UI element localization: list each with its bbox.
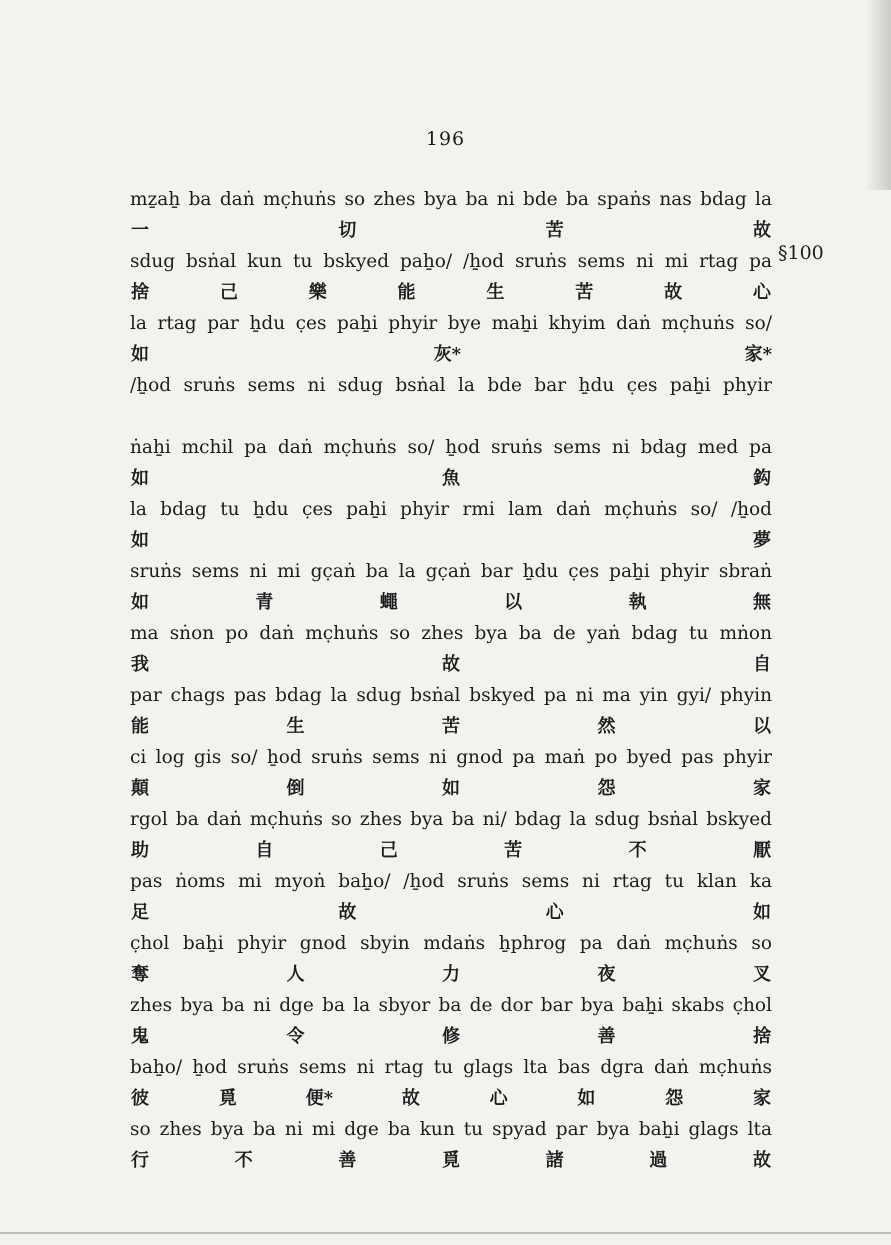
tibetan-line: zhes bya ba ni dge ba la sbyor ba de dor bar bya baẖi skabs c̣hol: [130, 995, 772, 1016]
chinese-gloss-char: 厭: [752, 840, 771, 861]
interlinear-text-body: [130, 184, 772, 1176]
line-pair: [130, 742, 772, 804]
chinese-gloss-line: [130, 1146, 772, 1176]
chinese-gloss-char: 倒: [286, 778, 305, 799]
chinese-gloss-char: 覓: [441, 1150, 460, 1171]
line-pair: [130, 866, 772, 928]
chinese-gloss-char: 人: [286, 964, 305, 985]
chinese-gloss-char: 不: [628, 840, 647, 861]
chinese-gloss-line: [130, 1084, 772, 1114]
chinese-gloss-char: 無: [752, 592, 771, 613]
chinese-gloss-char: 修: [442, 1026, 460, 1047]
chinese-gloss-char: 己: [379, 840, 398, 861]
chinese-gloss-char: 家*: [744, 344, 772, 365]
line-pair: [130, 618, 772, 680]
chinese-gloss-line: [130, 216, 772, 246]
bottom-rule: [0, 1232, 891, 1234]
line-pair: [130, 308, 772, 370]
line-pair: [130, 556, 772, 618]
tibetan-line: ma sṅon po daṅ mc̣huṅs so zhes bya ba de yaṅ bdag tu mṅon: [130, 623, 772, 644]
line-pair: [130, 184, 772, 246]
chinese-gloss-char: 故: [752, 1150, 771, 1171]
scan-edge-shadow: [865, 0, 891, 190]
chinese-gloss-char: 苦: [442, 716, 460, 737]
chinese-gloss-char: 心: [489, 1088, 508, 1109]
chinese-gloss-char: 心: [545, 902, 564, 923]
chinese-gloss-char: 執: [628, 592, 647, 613]
chinese-gloss-char: 我: [131, 654, 149, 675]
section-marker: §100: [778, 242, 824, 264]
line-pair: [130, 494, 772, 556]
tibetan-line: /ẖod sruṅs sems ni sdug bsṅal la bde bar ẖdu c̣es paẖi phyir: [130, 375, 772, 396]
chinese-gloss-char: 便*: [305, 1088, 334, 1109]
tibetan-line: pas ṅoms mi myoṅ baẖo/ /ẖod sruṅs sems ni rtag tu klan ka: [130, 871, 772, 892]
tibetan-line: rgol ba daṅ mc̣huṅs so zhes bya ba ni/ bdag la sdug bsṅal bskyed: [130, 809, 772, 830]
chinese-gloss-char: 覓: [218, 1088, 237, 1109]
chinese-gloss-char: 捨: [131, 282, 149, 303]
chinese-gloss-char: 故: [442, 654, 460, 675]
chinese-gloss-char: 青: [255, 592, 274, 613]
chinese-gloss-char: 生: [486, 282, 505, 303]
chinese-gloss-char: 諸: [545, 1150, 564, 1171]
chinese-gloss-line: [130, 650, 772, 680]
chinese-gloss-char: 切: [338, 220, 357, 241]
tibetan-line: so zhes bya ba ni mi dge ba kun tu spyad par bya baẖi glags lta: [130, 1119, 772, 1140]
chinese-gloss-line: [130, 526, 772, 556]
chinese-gloss-char: 如: [131, 592, 149, 613]
chinese-gloss-char: 家: [753, 778, 771, 799]
chinese-gloss-char: 魚: [442, 468, 460, 489]
chinese-gloss-char: 彼: [131, 1088, 149, 1109]
chinese-gloss-line: [130, 588, 772, 618]
chinese-gloss-char: 如: [577, 1088, 596, 1109]
chinese-gloss-char: 奪: [131, 964, 149, 985]
chinese-gloss-char: 能: [397, 282, 416, 303]
chinese-gloss-char: 自: [753, 654, 771, 675]
chinese-gloss-char: 善: [338, 1150, 357, 1171]
line-pair: [130, 928, 772, 990]
chinese-gloss-char: 鬼: [131, 1026, 149, 1047]
tibetan-line: sruṅs sems ni mi gc̣aṅ ba la gc̣aṅ bar ẖdu c̣es paẖi phyir sbraṅ: [130, 561, 772, 582]
chinese-gloss-char: 如: [131, 530, 149, 551]
chinese-gloss-char: 怨: [665, 1088, 684, 1109]
tibetan-line: mẕaẖ ba daṅ mc̣huṅs so zhes bya ba ni bde ba spaṅs nas bdag la: [130, 189, 772, 210]
chinese-gloss-char: 苦: [504, 840, 523, 861]
chinese-gloss-char: 一: [131, 220, 149, 241]
line-pair: [130, 246, 772, 308]
chinese-gloss-char: 家: [753, 1088, 771, 1109]
chinese-gloss-char: 己: [219, 282, 238, 303]
tibetan-line: la bdag tu ẖdu c̣es paẖi phyir rmi lam daṅ mc̣huṅs so/ /ẖod: [130, 499, 772, 520]
chinese-gloss-char: 如: [752, 902, 771, 923]
chinese-gloss-char: 令: [286, 1026, 305, 1047]
chinese-gloss-char: 足: [131, 902, 149, 923]
chinese-gloss-char: 苦: [545, 220, 564, 241]
chinese-gloss-char: 苦: [575, 282, 594, 303]
chinese-gloss-line: [130, 712, 772, 742]
chinese-gloss-char: 行: [131, 1150, 149, 1171]
chinese-gloss-char: 善: [597, 1026, 616, 1047]
line-pair: [130, 1114, 772, 1176]
chinese-gloss-char: 能: [131, 716, 149, 737]
tibetan-line: par chags pas bdag la sdug bsṅal bskyed pa ni ma yin gyi/ phyin: [130, 685, 772, 706]
line-pair: [130, 680, 772, 742]
chinese-gloss-char: 顛: [131, 778, 149, 799]
chinese-gloss-char: 生: [286, 716, 305, 737]
chinese-gloss-char: 故: [401, 1088, 420, 1109]
chinese-gloss-line: [130, 960, 772, 990]
chinese-gloss-char: 夢: [753, 530, 771, 551]
chinese-gloss-line: [130, 402, 772, 432]
chinese-gloss-char: 捨: [753, 1026, 771, 1047]
chinese-gloss-char: 故: [752, 220, 771, 241]
chinese-gloss-char: 然: [597, 716, 616, 737]
chinese-gloss-char: 故: [338, 902, 357, 923]
chinese-gloss-char: 樂: [308, 282, 327, 303]
chinese-gloss-char: 故: [664, 282, 683, 303]
chinese-gloss-line: [130, 836, 772, 866]
chinese-gloss-char: 過: [649, 1150, 668, 1171]
chinese-gloss-line: [130, 464, 772, 494]
chinese-gloss-char: 自: [255, 840, 274, 861]
line-pair: [130, 432, 772, 494]
chinese-gloss-char: 夜: [597, 964, 616, 985]
line-pair: [130, 804, 772, 866]
chinese-gloss-line: [130, 898, 772, 928]
line-pair: [130, 370, 772, 432]
tibetan-line: sdug bsṅal kun tu bskyed paẖo/ /ẖod sruṅs sems ni mi rtag pa: [130, 251, 772, 272]
chinese-gloss-char: 灰*: [433, 344, 461, 365]
tibetan-line: la rtag par ẖdu c̣es paẖi phyir bye maẖi khyim daṅ mc̣huṅs so/: [130, 313, 772, 334]
chinese-gloss-char: 叉: [753, 964, 771, 985]
chinese-gloss-char: 以: [504, 592, 523, 613]
chinese-gloss-line: [130, 278, 772, 308]
chinese-gloss-char: 蠅: [379, 592, 398, 613]
chinese-gloss-line: [130, 1022, 772, 1052]
chinese-gloss-line: [130, 774, 772, 804]
tibetan-line: ṅaẖi mchil pa daṅ mc̣huṅs so/ ẖod sruṅs sems ni bdag med pa: [130, 437, 772, 458]
chinese-gloss-line: [130, 340, 772, 370]
line-pair: [130, 1052, 772, 1114]
line-pair: [130, 990, 772, 1052]
chinese-gloss-char: 如: [131, 468, 149, 489]
tibetan-line: baẖo/ ẖod sruṅs sems ni rtag tu glags lta bas dgra daṅ mc̣huṅs: [130, 1057, 772, 1078]
chinese-gloss-char: 如: [442, 778, 460, 799]
tibetan-line: ci log gis so/ ẖod sruṅs sems ni gnod pa maṅ po byed pas phyir: [130, 747, 772, 768]
page-number: 196: [425, 128, 466, 150]
chinese-gloss-char: 助: [131, 840, 149, 861]
chinese-gloss-char: 心: [752, 282, 771, 303]
chinese-gloss-char: 怨: [597, 778, 616, 799]
chinese-gloss-char: 鈎: [753, 468, 771, 489]
chinese-gloss-char: 力: [442, 964, 460, 985]
chinese-gloss-char: 以: [753, 716, 771, 737]
chinese-gloss-char: 如: [131, 344, 149, 365]
tibetan-line: c̣hol baẖi phyir gnod sbyin mdaṅs ẖphrog pa daṅ mc̣huṅs so: [130, 933, 772, 954]
chinese-gloss-char: 不: [234, 1150, 253, 1171]
